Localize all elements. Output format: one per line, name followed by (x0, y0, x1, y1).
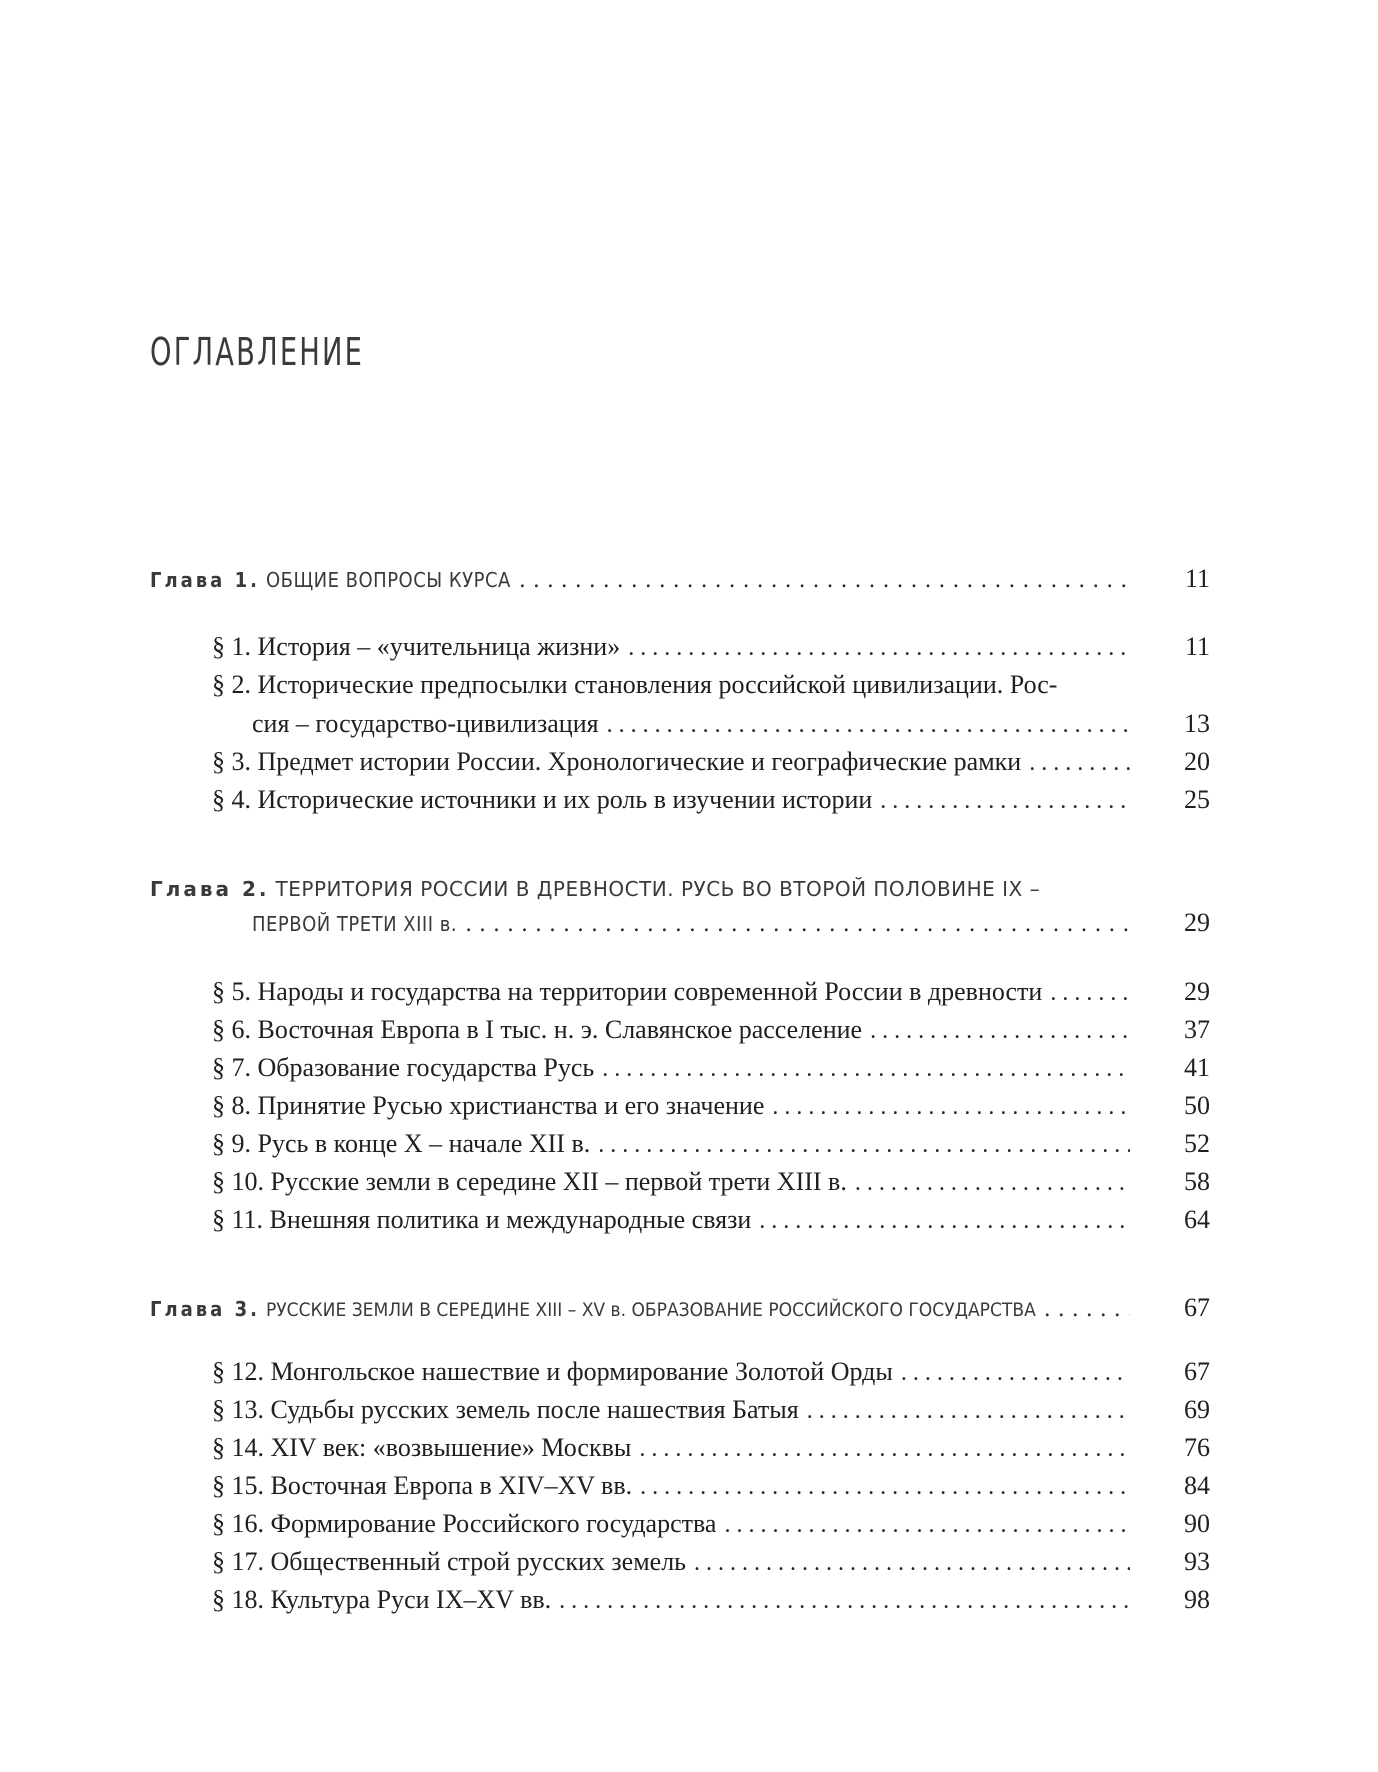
toc-section-8[interactable] (212, 1091, 1130, 1125)
chapter-title: РУССКИЕ ЗЕМЛИ В СЕРЕДИНЕ XIII – XV в. ОБРАЗОВАНИЕ РОССИЙСКОГО ГОСУДАРСТВА (265, 1299, 1036, 1321)
leader-dots (807, 1398, 1130, 1425)
section-page-number: 98 (1184, 1585, 1210, 1614)
leader-dots (855, 1170, 1130, 1197)
leader-dots (1029, 750, 1130, 777)
leader-dots (559, 1588, 1130, 1615)
section-title: § 7. Образование государства Русь (212, 1053, 595, 1082)
section-page-number: 29 (1184, 977, 1210, 1006)
section-page-number: 93 (1184, 1547, 1210, 1576)
leader-dots (598, 1132, 1130, 1159)
toc-section-14[interactable] (212, 1433, 1130, 1467)
section-title: § 4. Исторические источники и их роль в изучении истории (212, 785, 873, 814)
chapter-title-continued: ПЕРВОЙ ТРЕТИ XIII в. (252, 912, 458, 936)
section-title: § 10. Русские земли в середине XII – первой трети XIII в. (212, 1167, 847, 1196)
chapter-number: Глава 1. (150, 568, 260, 592)
toc-section-7[interactable] (212, 1053, 1130, 1087)
section-page-number: 76 (1184, 1433, 1210, 1462)
section-title: § 9. Русь в конце X – начале XII в. (212, 1129, 591, 1158)
toc-section-10[interactable] (212, 1167, 1130, 1201)
toc-section-3[interactable] (212, 747, 1130, 781)
section-page-number: 84 (1184, 1471, 1210, 1500)
chapter-title: ТЕРРИТОРИЯ РОССИИ В ДРЕВНОСТИ. РУСЬ ВО ВТОРОЙ ПОЛОВИНЕ IX – (275, 877, 1041, 901)
chapter-page-number: 67 (1184, 1293, 1210, 1322)
leader-dots (640, 1474, 1130, 1501)
leader-dots (901, 1360, 1130, 1387)
section-page-number: 11 (1184, 632, 1210, 661)
toc-chapter-2-line1[interactable] (150, 877, 1040, 901)
chapter-number: Глава 2. (150, 877, 270, 901)
section-title: § 8. Принятие Русью христианства и его значение (212, 1091, 765, 1120)
section-title: § 1. История – «учительница жизни» (212, 632, 621, 661)
chapter-number: Глава 3. (150, 1297, 260, 1321)
leader-dots (759, 1208, 1130, 1235)
section-page-number: 41 (1184, 1053, 1210, 1082)
leader-dots (607, 712, 1130, 739)
chapter-title: ОБЩИЕ ВОПРОСЫ КУРСА (265, 568, 511, 592)
section-page-number: 67 (1184, 1357, 1210, 1386)
leader-dots (724, 1512, 1130, 1539)
toc-chapter-1[interactable] (150, 568, 1130, 602)
section-page-number: 52 (1184, 1129, 1210, 1158)
toc-section-2-line1[interactable]: § 2. Исторические предпосылки становления российской цивилизации. Рос- (212, 670, 1058, 699)
toc-section-9[interactable] (212, 1129, 1130, 1163)
leader-dots (639, 1436, 1130, 1463)
toc-section-1[interactable] (212, 632, 1130, 666)
toc-section-12[interactable] (212, 1357, 1130, 1391)
page-title: ОГЛАВЛЕНИЕ (150, 330, 365, 374)
section-title: § 17. Общественный строй русских земель (212, 1547, 687, 1576)
toc-section-5[interactable] (212, 977, 1130, 1011)
leader-dots (602, 1056, 1130, 1083)
toc-section-17[interactable] (212, 1547, 1130, 1581)
section-title: § 18. Культура Руси IX–XV вв. (212, 1585, 552, 1614)
leader-dots (628, 635, 1130, 662)
section-page-number: 69 (1184, 1395, 1210, 1424)
section-title: § 14. XIV век: «возвышение» Москвы (212, 1433, 632, 1462)
leader-dots (1050, 980, 1130, 1007)
section-title-continued: сия – государство-цивилизация (252, 709, 599, 738)
leader-dots (1044, 1297, 1130, 1322)
chapter-page-number: 29 (1184, 908, 1210, 937)
leader-dots (519, 568, 1130, 593)
leader-dots (694, 1550, 1130, 1577)
toc-chapter-3[interactable] (150, 1297, 1130, 1331)
section-title: § 16. Формирование Российского государства (212, 1509, 717, 1538)
section-title: § 11. Внешняя политика и международные связи (212, 1205, 752, 1234)
section-title: § 3. Предмет истории России. Хронологические и географические рамки (212, 747, 1022, 776)
section-page-number: 20 (1184, 747, 1210, 776)
section-page-number: 50 (1184, 1091, 1210, 1120)
leader-dots (870, 1018, 1130, 1045)
section-page-number: 58 (1184, 1167, 1210, 1196)
section-title: § 15. Восточная Европа в XIV–XV вв. (212, 1471, 633, 1500)
toc-section-4[interactable] (212, 785, 1130, 819)
chapter-page-number: 11 (1184, 564, 1210, 593)
toc-section-15[interactable] (212, 1471, 1130, 1505)
section-page-number: 25 (1184, 785, 1210, 814)
section-page-number: 37 (1184, 1015, 1210, 1044)
leader-dots (465, 912, 1130, 937)
toc-section-11[interactable] (212, 1205, 1130, 1239)
section-title: § 6. Восточная Европа в I тыс. н. э. Славянское расселение (212, 1015, 863, 1044)
toc-section-18[interactable] (212, 1585, 1130, 1619)
section-title: § 12. Монгольское нашествие и формирование Золотой Орды (212, 1357, 893, 1386)
toc-section-6[interactable] (212, 1015, 1130, 1049)
section-page-number: 13 (1184, 709, 1210, 738)
toc-section-2[interactable] (252, 709, 1130, 743)
section-title: § 5. Народы и государства на территории современной России в древности (212, 977, 1043, 1006)
toc-chapter-2[interactable] (252, 912, 1130, 946)
section-title: § 13. Судьбы русских земель после нашествия Батыя (212, 1395, 799, 1424)
section-page-number: 64 (1184, 1205, 1210, 1234)
section-page-number: 90 (1184, 1509, 1210, 1538)
leader-dots (880, 788, 1130, 815)
toc-section-13[interactable] (212, 1395, 1130, 1429)
leader-dots (772, 1094, 1130, 1121)
toc-section-16[interactable] (212, 1509, 1130, 1543)
